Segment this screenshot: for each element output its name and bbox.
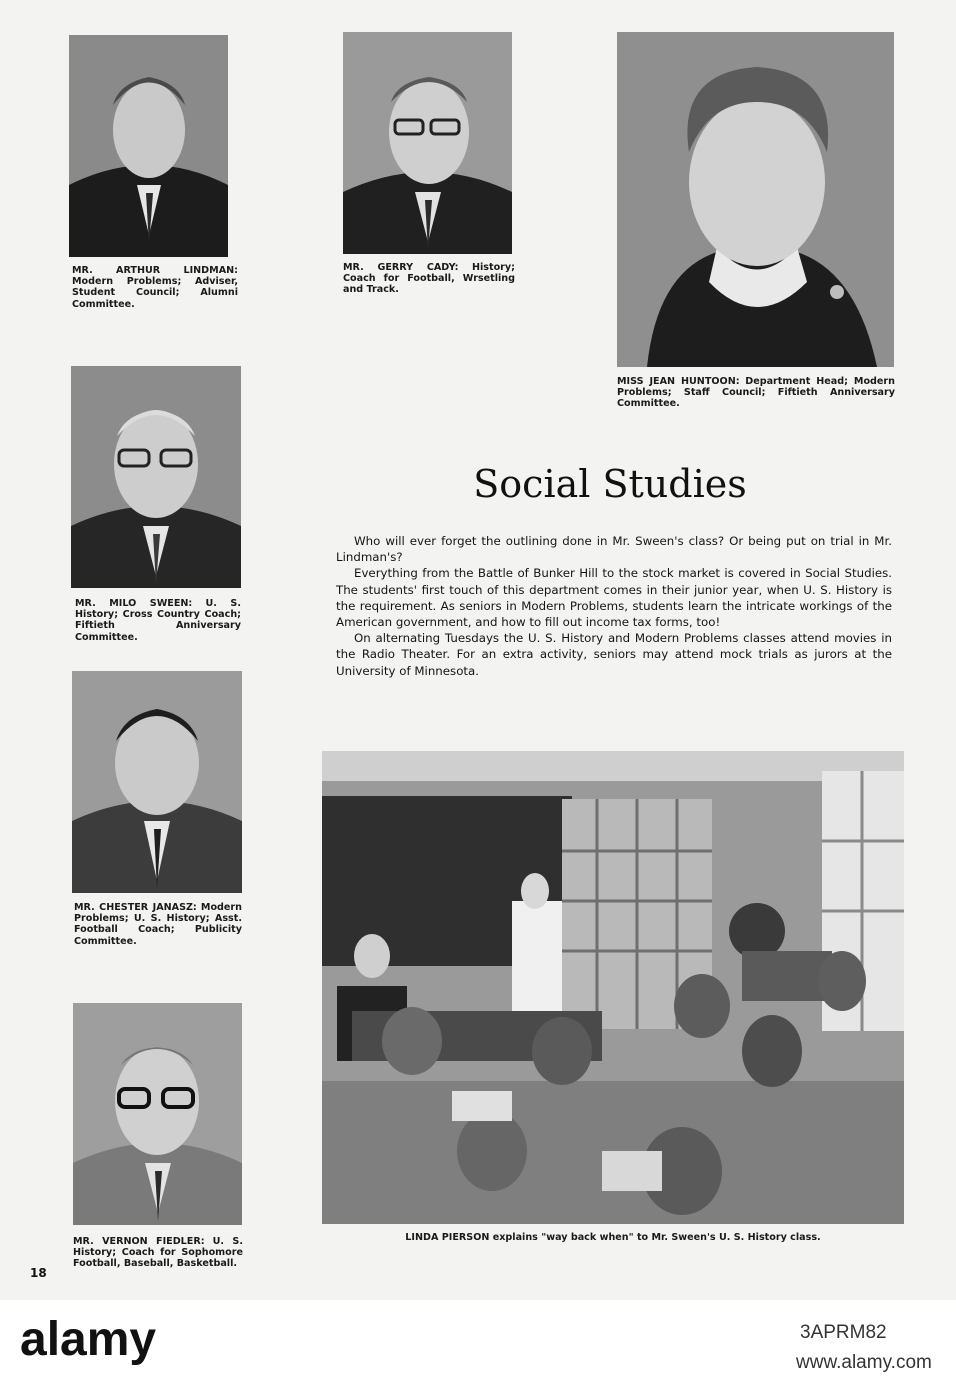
caption-cady — [343, 262, 515, 296]
caption-janasz — [74, 902, 242, 947]
alamy-logo — [20, 1313, 230, 1367]
staff-description: Department Head; Modern Problems; Staff Council; Fiftieth Anniversary Committee. — [617, 376, 895, 410]
svg-text:alamy: alamy — [20, 1313, 157, 1366]
staff-description: Modern Problems; U. S. History; Asst. Football Coach; Publicity Committee. — [74, 902, 242, 947]
caption-sween — [75, 598, 241, 643]
staff-name: MR. ARTHUR LINDMAN: — [72, 265, 238, 276]
classroom-photo — [322, 751, 904, 1224]
staff-name: MR. CHESTER JANASZ: — [74, 902, 197, 913]
staff-name: MR. VERNON FIEDLER: — [73, 1236, 205, 1247]
staff-name: MR. MILO SWEEN: — [75, 598, 193, 609]
staff-description: Modern Problems; Adviser, Student Council; Alumni Committee. — [72, 276, 238, 310]
caption-fiedler — [73, 1236, 243, 1270]
portrait-janasz-photo — [72, 671, 242, 893]
body-paragraph: Everything from the Battle of Bunker Hill to the stock market is covered in Social Studies. The students' first touch of this department comes in their junior year, when U. S. History is the requirement. As seniors in Modern Problems, students learn the intricate workings of the American government, and how to fill out income tax forms, too! — [336, 566, 892, 630]
portrait-huntoon-photo — [617, 32, 894, 367]
page-title: Social Studies — [473, 462, 747, 506]
body-paragraph: Who will ever forget the outlining done in Mr. Sween's class? Or being put on trial in Mr. Lindman's? — [336, 534, 892, 565]
portrait-lindman-photo — [69, 35, 228, 257]
stock-url-link[interactable]: www.alamy.com — [796, 1352, 932, 1373]
staff-description: U. S. History; Coach for Sophomore Football, Baseball, Basketball. — [73, 1236, 243, 1270]
staff-description: U. S. History; Cross Country Coach; Fiftieth Anniversary Committee. — [75, 598, 241, 643]
staff-name: MR. GERRY CADY: — [343, 262, 459, 273]
caption-huntoon — [617, 376, 895, 410]
classroom-photo-caption: LINDA PIERSON explains "way back when" to Mr. Sween's U. S. History class. — [405, 1232, 821, 1243]
staff-name: MISS JEAN HUNTOON: — [617, 376, 740, 387]
portrait-sween-photo — [71, 366, 241, 588]
portrait-cady-photo — [343, 32, 512, 254]
page-number: 18 — [30, 1266, 47, 1280]
caption-lindman — [72, 265, 238, 310]
portrait-fiedler-photo — [73, 1003, 242, 1225]
article-body — [336, 533, 892, 679]
body-paragraph: On alternating Tuesdays the U. S. History and Modern Problems classes attend movies in the Radio Theater. For an extra activity, seniors may attend mock trials as jurors at the University of Minnesota. — [336, 631, 892, 678]
stock-image-id: 3APRM82 — [800, 1322, 887, 1343]
staff-description: History; Coach for Football, Wrsetling and Track. — [343, 262, 515, 296]
